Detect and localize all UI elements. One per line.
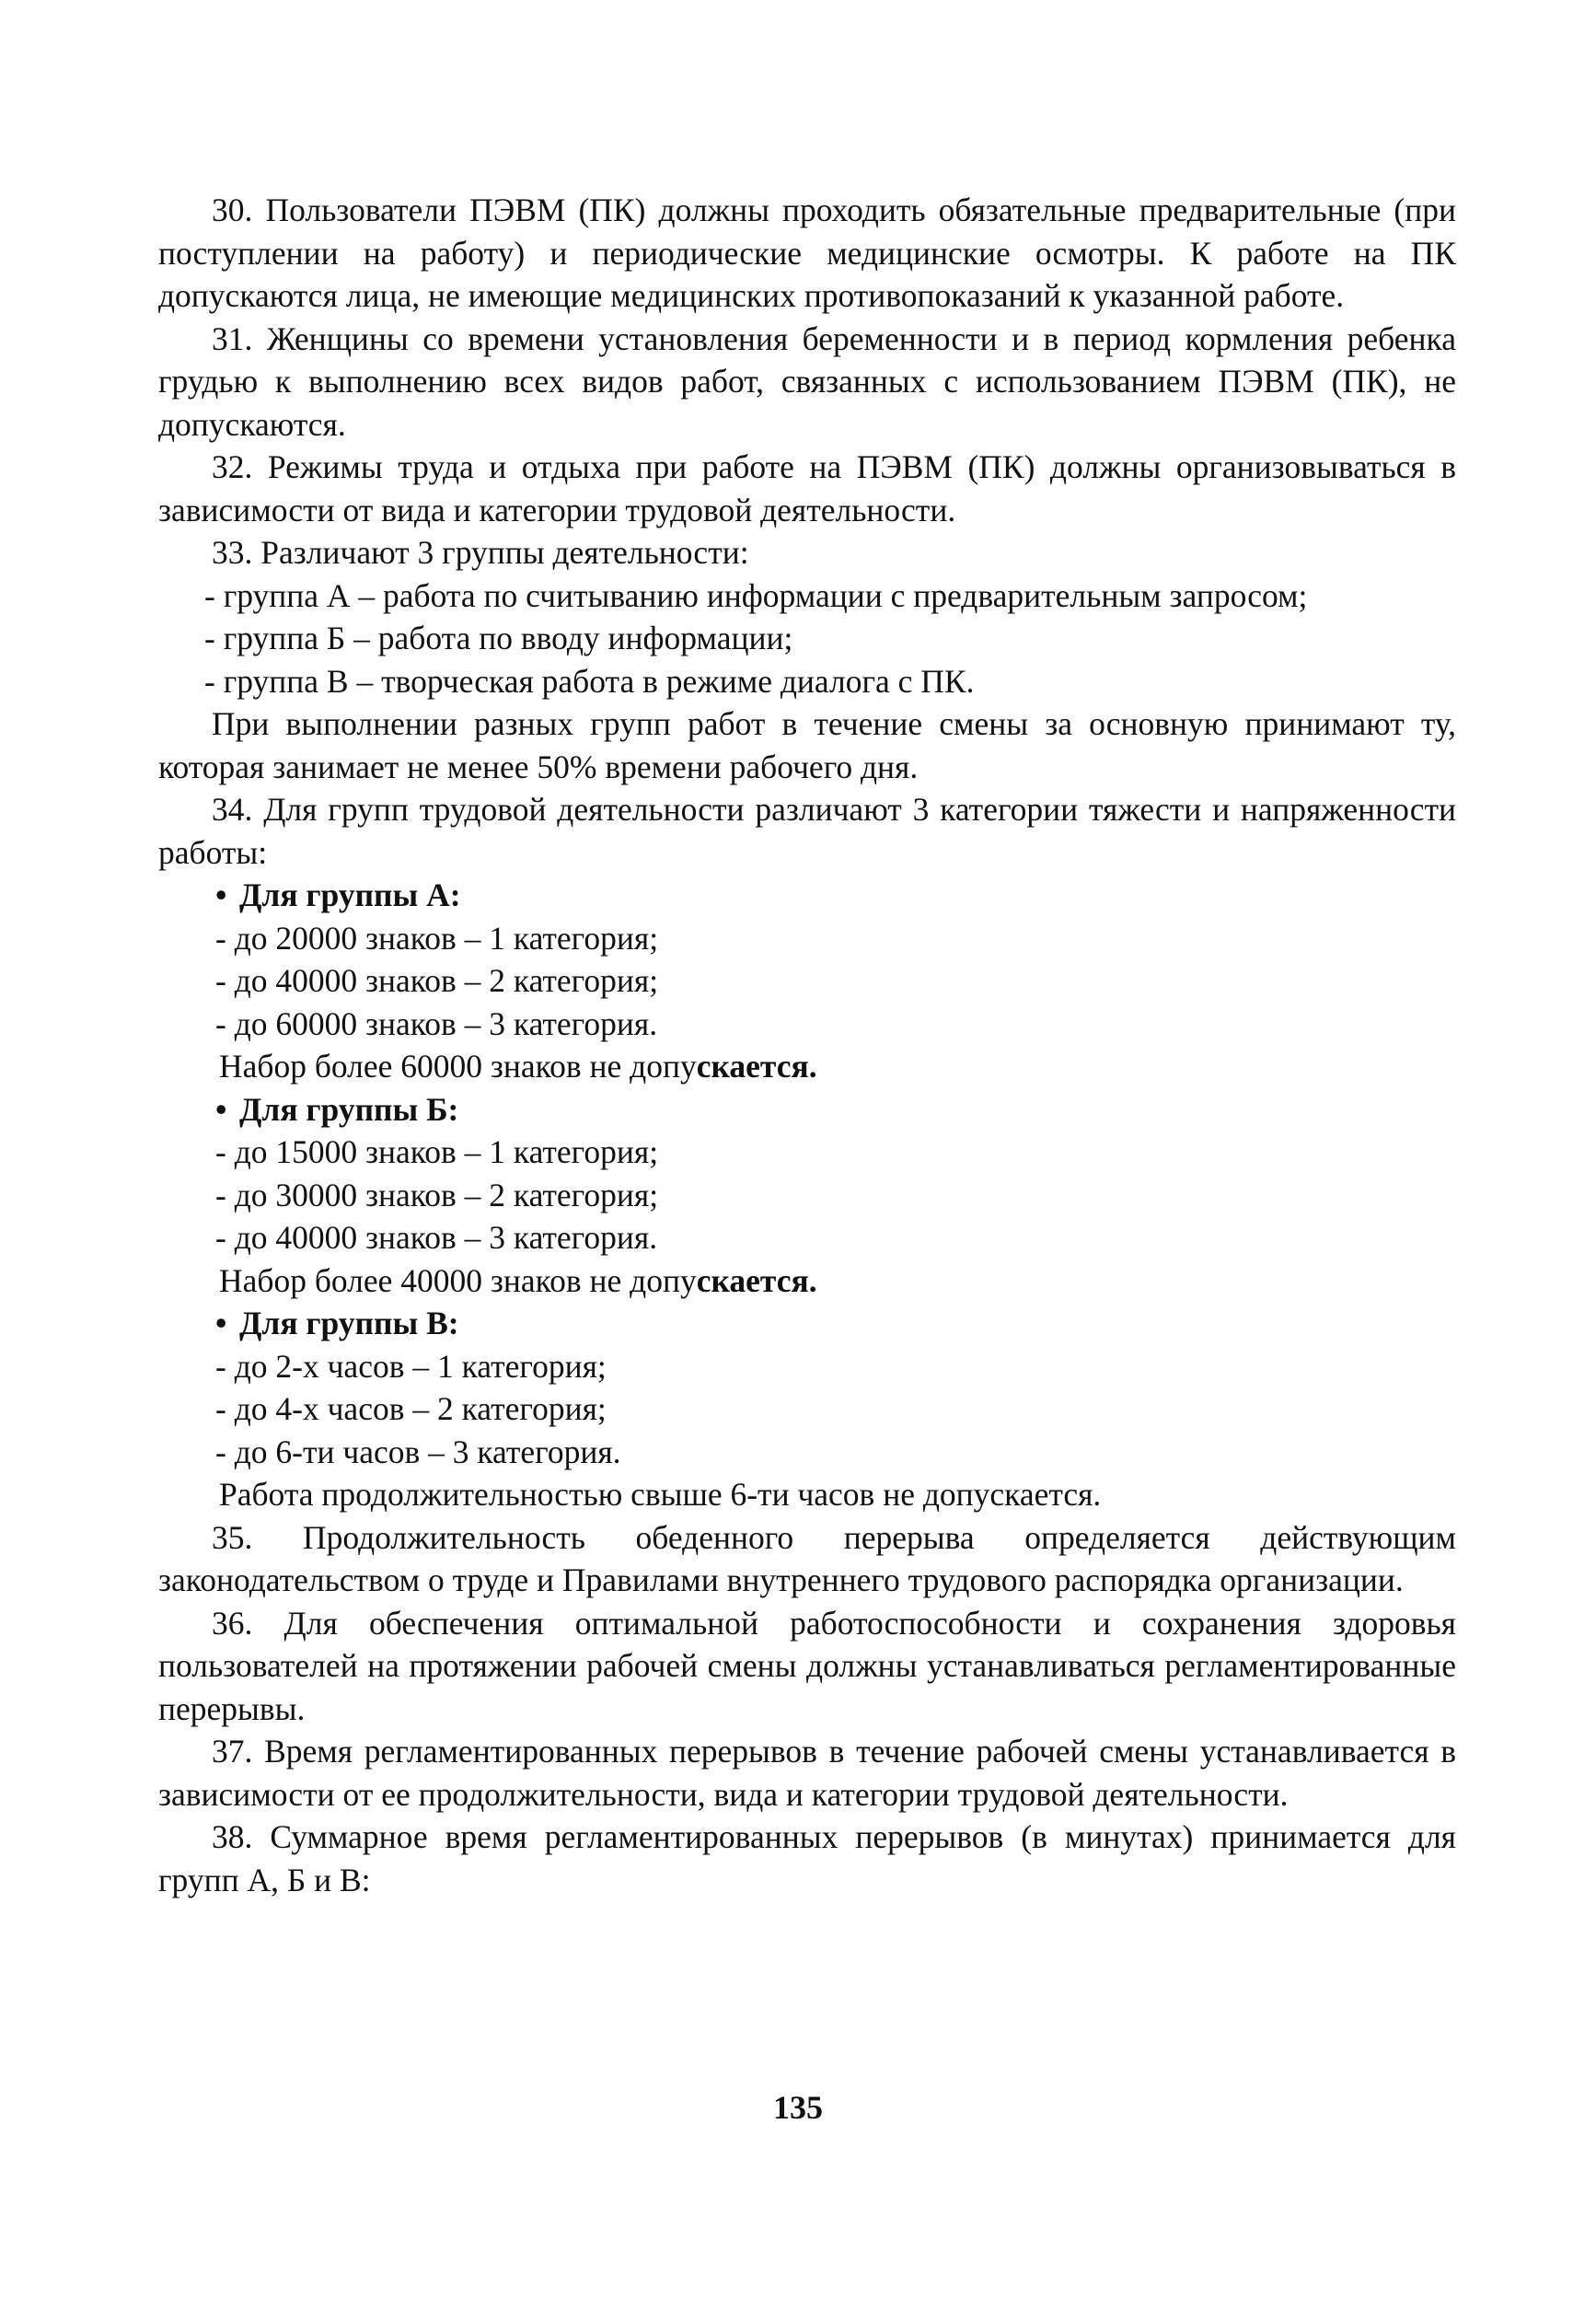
- paragraph-38: 38. Суммарное время регламентированных перерывов (в минутах) принимается для групп А, Б и В:: [158, 1818, 1456, 1898]
- group-v-category-2: - до 4-х часов – 2 категория;: [215, 1390, 607, 1427]
- paragraph-35: 35. Продолжительность обеденного перерыва определяется действующим законодательством о труде и Правилами внутреннего трудового распорядка организации.: [158, 1518, 1456, 1598]
- paragraph-36: 36. Для обеспечения оптимальной работоспособности и сохранения здоровья пользователей на протяжении рабочей смены должны устанавливаться регламентированные перерывы.: [158, 1604, 1456, 1727]
- group-v-category-1: - до 2-х часов – 1 категория;: [215, 1347, 607, 1385]
- paragraph-33-note: При выполнении разных групп работ в течение смены за основную принимают ту, которая занимает не менее 50% времени рабочего дня.: [158, 705, 1456, 785]
- group-v-title: Для группы В:: [239, 1305, 459, 1341]
- group-v-category-3: - до 6-ти часов – 3 категория.: [215, 1433, 621, 1470]
- group-a-item: - группа А – работа по считыванию информации с предварительным запросом;: [204, 576, 1308, 614]
- paragraph-37: 37. Время регламентированных перерывов в течение рабочей смены устанавливается в зависимости от ее продолжительности, вида и категории трудовой деятельности.: [158, 1733, 1456, 1813]
- bullet-icon: •: [215, 876, 227, 913]
- group-b-limit-start: Набор более 40000 знаков не допу: [219, 1261, 697, 1299]
- page-body: [158, 189, 1456, 1901]
- paragraph-31: 31. Женщины со времени установления беременности и в период кормления ребенка грудью к выполнению всех видов работ, связанных с использованием ПЭВМ (ПК), не допускаются.: [158, 319, 1456, 443]
- group-a-heading: [158, 874, 1456, 917]
- group-a-limit-end: скается.: [696, 1048, 817, 1085]
- paragraph-33: 33. Различают 3 группы деятельности:: [212, 534, 749, 571]
- group-a-limit-start: Набор более 60000 знаков не допу: [219, 1048, 697, 1085]
- paragraph-34: 34. Для групп трудовой деятельности различают 3 категории тяжести и напряженности работы:: [158, 791, 1456, 871]
- group-b-category-3: - до 40000 знаков – 3 категория.: [215, 1219, 658, 1256]
- page-number: 135: [773, 2089, 823, 2126]
- group-a-category-1: - до 20000 знаков – 1 категория;: [215, 919, 659, 957]
- group-v-heading: [158, 1302, 1456, 1345]
- group-a-title: Для группы А:: [239, 876, 461, 913]
- group-b-title: Для группы Б:: [239, 1090, 459, 1128]
- group-v-item: - группа В – творческая работа в режиме диалога с ПК.: [204, 662, 975, 700]
- group-v-limit-note: Работа продолжительностью свыше 6-ти часов не допускается.: [219, 1476, 1102, 1513]
- group-b-category-1: - до 15000 знаков – 1 категория;: [215, 1133, 659, 1170]
- bullet-icon: •: [215, 1090, 227, 1128]
- paragraph-32: 32. Режимы труда и отдыха при работе на ПЭВМ (ПК) должны организовываться в зависимости от вида и категории трудовой деятельности.: [158, 448, 1456, 528]
- bullet-icon: •: [215, 1305, 227, 1341]
- group-a-limit-note: [158, 1045, 1456, 1088]
- group-b-item: - группа Б – работа по вводу информации;: [204, 620, 793, 656]
- group-a-category-2: - до 40000 знаков – 2 категория;: [215, 962, 659, 999]
- group-b-limit-end: скается.: [696, 1261, 817, 1299]
- paragraph-30: 30. Пользователи ПЭВМ (ПК) должны проходить обязательные предварительные (при поступлении на работу) и периодические медицинские осмотры. К работе на ПК допускаются лица, не имеющие медицинских противопоказаний к указанной работе.: [158, 192, 1456, 314]
- group-a-category-3: - до 60000 знаков – 3 категория.: [215, 1004, 658, 1042]
- group-b-heading: [158, 1088, 1456, 1132]
- group-b-limit-note: [158, 1259, 1456, 1303]
- group-b-category-2: - до 30000 знаков – 2 категория;: [215, 1176, 659, 1213]
